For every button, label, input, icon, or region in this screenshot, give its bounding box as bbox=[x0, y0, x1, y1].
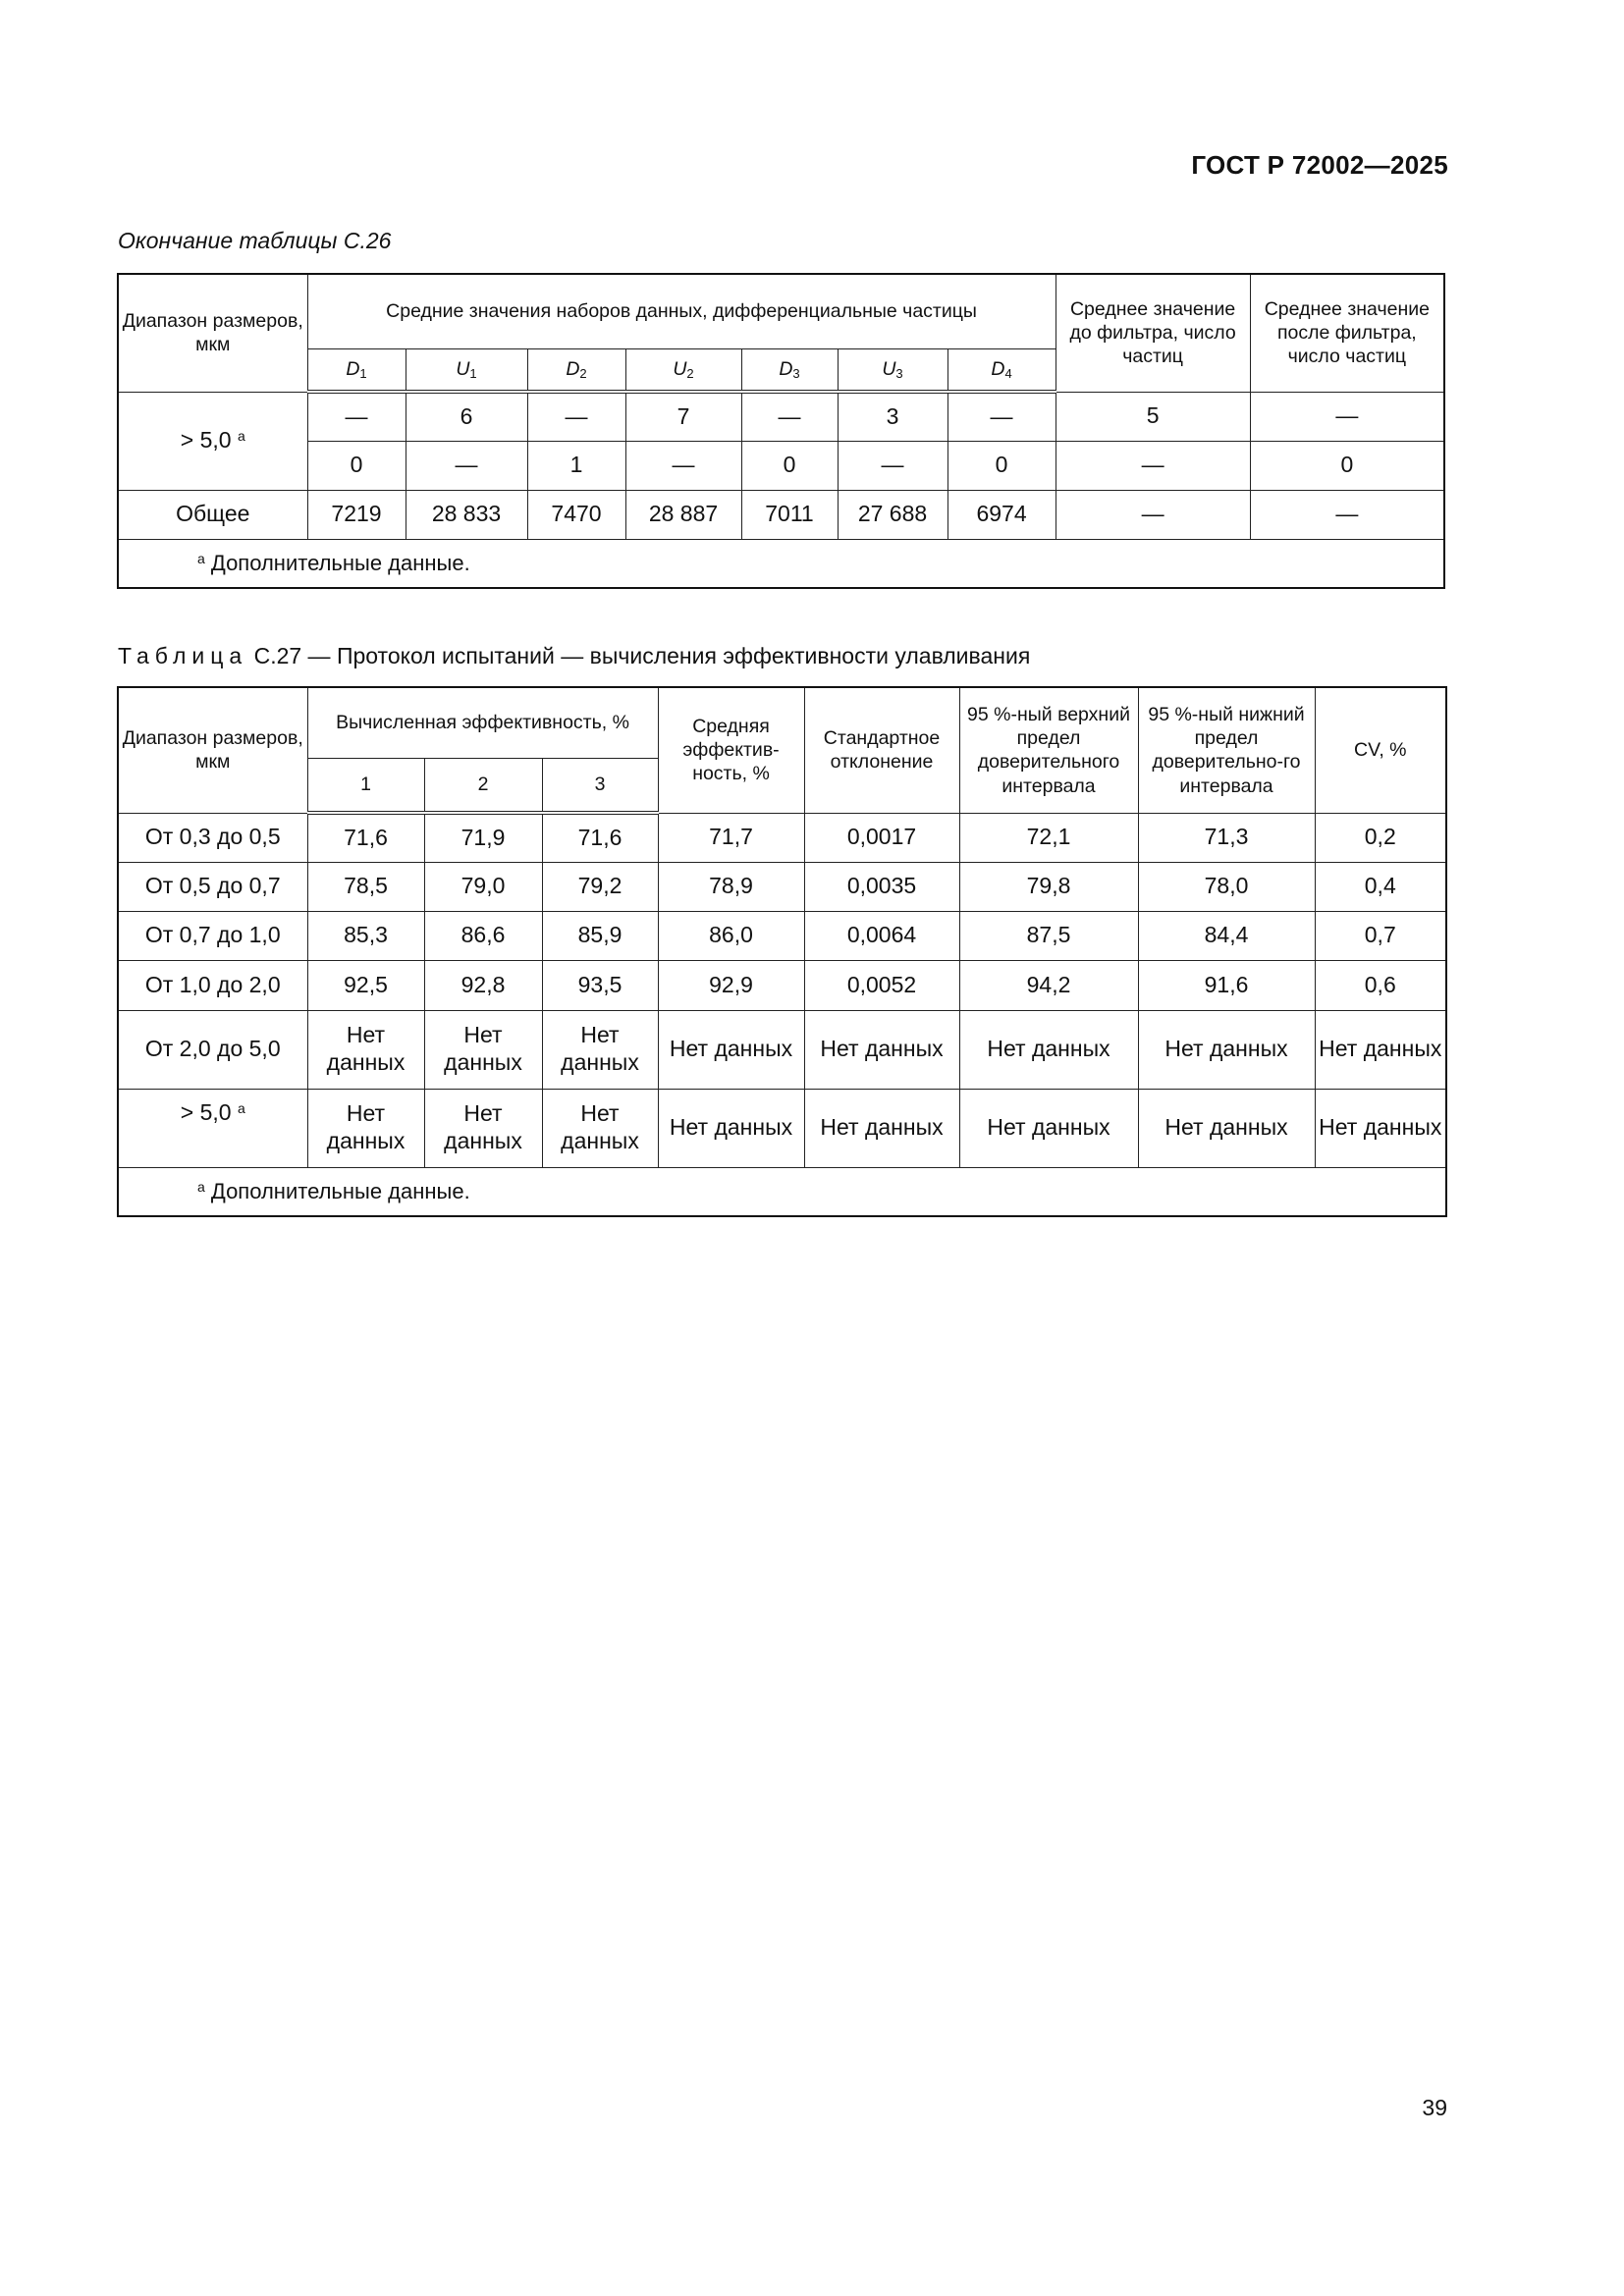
cell-no-data: Нет данных bbox=[658, 1010, 804, 1089]
cell: 0,0052 bbox=[804, 960, 959, 1010]
cell: — bbox=[838, 441, 947, 490]
cell-no-data: Нет данных bbox=[959, 1010, 1138, 1089]
cell-no-data: Нет данных bbox=[1138, 1010, 1315, 1089]
cell: 71,9 bbox=[424, 813, 542, 862]
cell: 71,3 bbox=[1138, 813, 1315, 862]
cell: 7470 bbox=[527, 490, 625, 539]
cell-no-data: Нет данных bbox=[804, 1010, 959, 1089]
header-calculated-efficiency: Вычисленная эффективность, % bbox=[307, 687, 658, 758]
table-row bbox=[118, 960, 1446, 1010]
cell: 0,0064 bbox=[804, 911, 959, 960]
header-lower-confidence-limit: 95 %-ный нижний предел доверительно-го интервала bbox=[1138, 687, 1315, 813]
header-run-3: 3 bbox=[542, 758, 658, 813]
cell: 0,6 bbox=[1315, 960, 1446, 1010]
cell: 0 bbox=[1250, 441, 1444, 490]
cell: 0 bbox=[741, 441, 838, 490]
table-row bbox=[118, 392, 1444, 441]
row-label: От 0,7 до 1,0 bbox=[118, 911, 307, 960]
cell: 92,8 bbox=[424, 960, 542, 1010]
header-col-u1: $U_1$ bbox=[406, 348, 527, 392]
header-average-efficiency: Средняя эффектив-ность, % bbox=[658, 687, 804, 813]
row-label-total: Общее bbox=[118, 490, 307, 539]
cell: 0 bbox=[307, 441, 406, 490]
header-col-u2: $U_2$ bbox=[625, 348, 741, 392]
cell: 6 bbox=[406, 392, 527, 441]
cell: 0,7 bbox=[1315, 911, 1446, 960]
header-cv: CV, % bbox=[1315, 687, 1446, 813]
cell: — bbox=[1250, 490, 1444, 539]
row-label-over-5: > 5,0 $^a$ bbox=[118, 392, 307, 490]
cell: 0,0035 bbox=[804, 862, 959, 911]
cell-no-data: Нет данных bbox=[307, 1089, 424, 1167]
cell: 86,0 bbox=[658, 911, 804, 960]
cell: 27 688 bbox=[838, 490, 947, 539]
cell-no-data: Нет данных bbox=[424, 1089, 542, 1167]
cell: 78,9 bbox=[658, 862, 804, 911]
header-col-d4: $D_4$ bbox=[947, 348, 1056, 392]
table-caption: Таблица С.27 — Протокол испытаний — вычисления эффективности улавливания bbox=[118, 643, 1031, 668]
table-caption-continuation: Окончание таблицы С.26 bbox=[118, 228, 392, 253]
standard-designation: ГОСТ Р 72002—2025 bbox=[1191, 150, 1448, 180]
cell: 79,2 bbox=[542, 862, 658, 911]
row-label: > 5,0 $^a$ bbox=[118, 1089, 307, 1167]
cell: — bbox=[1056, 441, 1250, 490]
page-number: 39 bbox=[1422, 2095, 1447, 2120]
table-c26-end bbox=[117, 273, 1445, 589]
cell-no-data: Нет данных bbox=[1315, 1010, 1446, 1089]
row-label: От 0,5 до 0,7 bbox=[118, 862, 307, 911]
cell: 1 bbox=[527, 441, 625, 490]
cell-no-data: Нет данных bbox=[1138, 1089, 1315, 1167]
cell: 92,9 bbox=[658, 960, 804, 1010]
cell: 79,0 bbox=[424, 862, 542, 911]
header-standard-deviation: Стандартное отклонение bbox=[804, 687, 959, 813]
cell: 6974 bbox=[947, 490, 1056, 539]
cell: — bbox=[1250, 392, 1444, 441]
cell: 7011 bbox=[741, 490, 838, 539]
header-mean-before-filter: Среднее значение до фильтра, число частиц bbox=[1056, 274, 1250, 392]
cell: — bbox=[307, 392, 406, 441]
cell: 0,2 bbox=[1315, 813, 1446, 862]
cell-no-data: Нет данных bbox=[542, 1010, 658, 1089]
cell-no-data: Нет данных bbox=[307, 1010, 424, 1089]
cell: 7 bbox=[625, 392, 741, 441]
cell: 72,1 bbox=[959, 813, 1138, 862]
cell: 92,5 bbox=[307, 960, 424, 1010]
header-col-d3: $D_3$ bbox=[741, 348, 838, 392]
cell: 71,7 bbox=[658, 813, 804, 862]
cell-no-data: Нет данных bbox=[1315, 1089, 1446, 1167]
table-footnote: $^a$ Дополнительные данные. bbox=[118, 1167, 1446, 1216]
row-label: От 0,3 до 0,5 bbox=[118, 813, 307, 862]
table-row-nodata bbox=[118, 1010, 1446, 1089]
cell-no-data: Нет данных bbox=[804, 1089, 959, 1167]
row-label: От 1,0 до 2,0 bbox=[118, 960, 307, 1010]
cell-no-data: Нет данных bbox=[424, 1010, 542, 1089]
cell: 91,6 bbox=[1138, 960, 1315, 1010]
header-mean-after-filter: Среднее значение после фильтра, число частиц bbox=[1250, 274, 1444, 392]
header-col-u3: $U_3$ bbox=[838, 348, 947, 392]
header-col-d2: $D_2$ bbox=[527, 348, 625, 392]
cell-no-data: Нет данных bbox=[959, 1089, 1138, 1167]
cell: 86,6 bbox=[424, 911, 542, 960]
cell: 79,8 bbox=[959, 862, 1138, 911]
cell-no-data: Нет данных bbox=[658, 1089, 804, 1167]
cell: 7219 bbox=[307, 490, 406, 539]
table-row bbox=[118, 862, 1446, 911]
cell: 28 833 bbox=[406, 490, 527, 539]
header-upper-confidence-limit: 95 %-ный верхний предел доверительного интервала bbox=[959, 687, 1138, 813]
cell: 28 887 bbox=[625, 490, 741, 539]
cell: 94,2 bbox=[959, 960, 1138, 1010]
cell: — bbox=[741, 392, 838, 441]
cell: 84,4 bbox=[1138, 911, 1315, 960]
cell: 93,5 bbox=[542, 960, 658, 1010]
header-col-d1: $D_1$ bbox=[307, 348, 406, 392]
header-size-range: Диапазон размеров, мкм bbox=[118, 687, 307, 813]
cell-no-data: Нет данных bbox=[542, 1089, 658, 1167]
table-row-nodata bbox=[118, 1089, 1446, 1167]
cell: 71,6 bbox=[542, 813, 658, 862]
table-row-total bbox=[118, 490, 1444, 539]
cell: 78,0 bbox=[1138, 862, 1315, 911]
cell: 85,3 bbox=[307, 911, 424, 960]
table-footnote: $^a$ Дополнительные данные. bbox=[118, 539, 1444, 588]
cell: 71,6 bbox=[307, 813, 424, 862]
header-run-1: 1 bbox=[307, 758, 424, 813]
cell: — bbox=[947, 392, 1056, 441]
cell: 3 bbox=[838, 392, 947, 441]
cell: 0 bbox=[947, 441, 1056, 490]
cell: 78,5 bbox=[307, 862, 424, 911]
header-size-range: Диапазон размеров, мкм bbox=[118, 274, 307, 392]
cell: — bbox=[406, 441, 527, 490]
table-row bbox=[118, 813, 1446, 862]
cell: 0,0017 bbox=[804, 813, 959, 862]
table-row bbox=[118, 441, 1444, 490]
header-run-2: 2 bbox=[424, 758, 542, 813]
cell: 85,9 bbox=[542, 911, 658, 960]
header-dataset-means: Средние значения наборов данных, дифференциальные частицы bbox=[307, 274, 1056, 348]
cell: 87,5 bbox=[959, 911, 1138, 960]
cell: — bbox=[1056, 490, 1250, 539]
cell: — bbox=[527, 392, 625, 441]
table-c27 bbox=[117, 686, 1447, 1217]
row-label: От 2,0 до 5,0 bbox=[118, 1010, 307, 1089]
table-row bbox=[118, 911, 1446, 960]
cell: 0,4 bbox=[1315, 862, 1446, 911]
cell: — bbox=[625, 441, 741, 490]
cell: 5 bbox=[1056, 392, 1250, 441]
